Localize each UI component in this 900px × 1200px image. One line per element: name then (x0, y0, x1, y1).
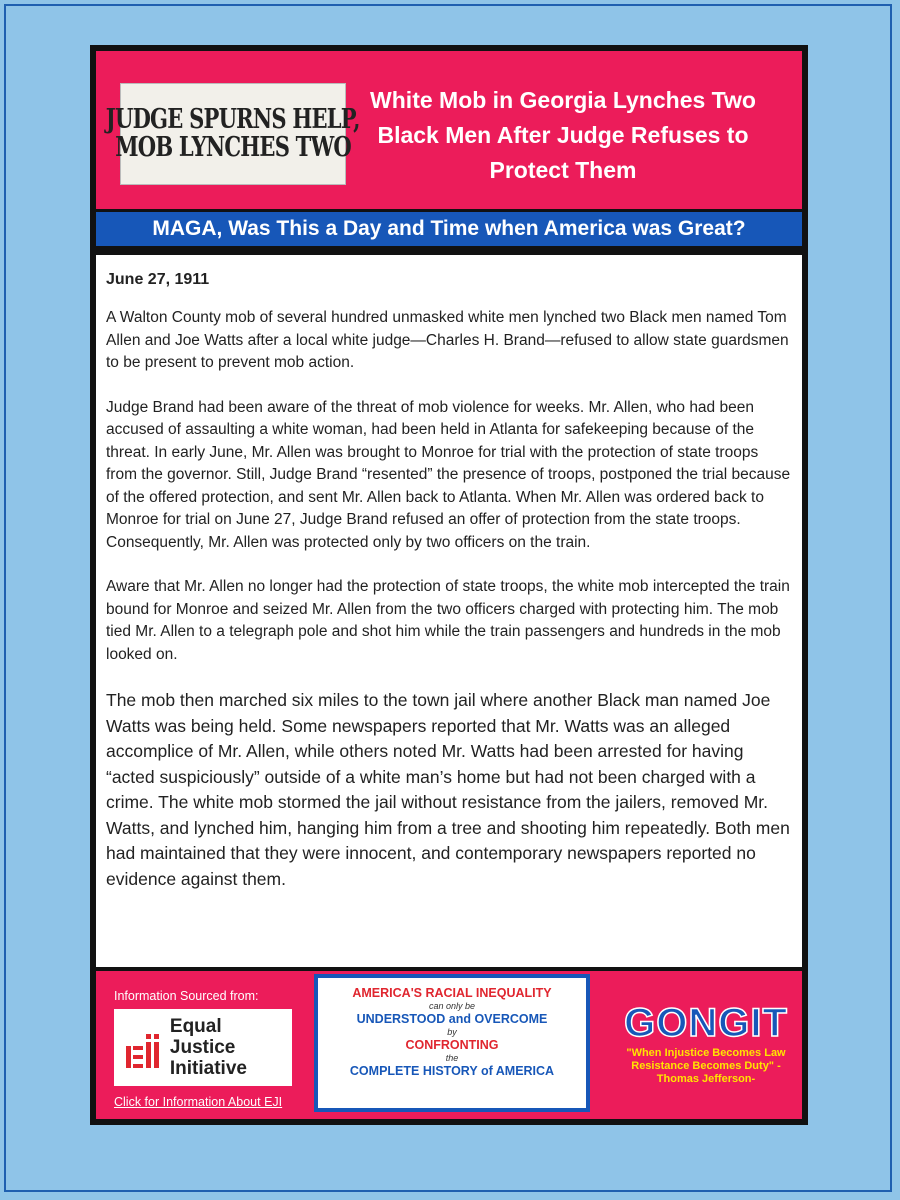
gongit-brand (622, 1003, 790, 1086)
history-message-box (314, 974, 590, 1112)
article-date: June 27, 1911 (106, 271, 210, 288)
paragraph-2: Judge Brand had been aware of the threat of mob violence for weeks. Mr. Allen, who had been accused of assaulting a white woman, had been held in Atlanta for safekeeping because of the threat. In early June, Mr. Allen was brought to Monroe for trial with the protection of state troops from the governor. Still, Judge Brand “resented” the presence of troops, postponed the trial because of the offered protection, and sent Mr. Allen back to Atlanta. When Mr. Allen was ordered back to Monroe for trial on June 27, Judge Brand refused an offer of protection from the state troops. Consequently, Mr. Allen was protected only by two officers on the train. (106, 398, 791, 551)
poster-frame (90, 45, 808, 1125)
mid-line-2: can only be (428, 1001, 476, 1011)
gongit-quote: "When Injustice Becomes Law Resistance Becomes Duty" - Thomas Jefferson- (626, 1047, 786, 1085)
headline: White Mob in Georgia Lynches Two Black Men After Judge Refuses to Protect Them (370, 87, 756, 183)
mid-line-6: the (445, 1053, 459, 1063)
mid-line-4: by (447, 1027, 457, 1037)
eji-name-line-1: Equal Justice (169, 1016, 236, 1058)
clipping-line-1: JUDGE SPURNS HELP, (106, 103, 360, 135)
subhead-banner: MAGA, Was This a Day and Time when America was Great? (96, 209, 802, 249)
paragraph-4: The mob then marched six miles to the town jail where another Black man named Joe Watts was being held. Some newspapers reported that Mr. Watts was an alleged accomplice of Mr. Allen, while others noted Mr. Watts had been arrested for having “acted suspiciously” outside of a white man’s home but had not been charged with a crime. The white mob stormed the jail without resistance from the jailers, removed Mr. Watts, and lynched him, hanging him from a tree and shooting him repeatedly. Both men had maintained that they were innocent, and contemporary newspapers reported no evidence against them. (106, 690, 790, 889)
eji-logo-icon (126, 1028, 160, 1068)
eji-info-link[interactable]: Click for Information About EJI (114, 1095, 283, 1109)
mid-line-3: UNDERSTOOD and OVERCOME (356, 1012, 548, 1026)
gongit-title: GONGIT (624, 1001, 788, 1045)
clipping-line-2: MOB LYNCHES TWO (115, 132, 351, 163)
mid-line-7: COMPLETE HISTORY of AMERICA (349, 1064, 555, 1078)
mid-line-5: CONFRONTING (405, 1038, 499, 1052)
paragraph-1: A Walton County mob of several hundred unmasked white men lynched two Black men named Tom Allen and Joe Watts after a local white judge—Charles H. Brand—refused to allow state guardsmen to be present to prevent mob action. (106, 309, 789, 371)
mid-line-1: AMERICA'S RACIAL INEQUALITY (352, 986, 552, 1000)
source-label: Information Sourced from: (114, 989, 259, 1003)
paragraph-3: Aware that Mr. Allen no longer had the protection of state troops, the white mob intercepted the train bound for Monroe and seized Mr. Allen from the two officers charged with protecting him. The mob tied Mr. Allen to a telegraph pole and shot him while the train passengers and hundreds in the mob looked on. (106, 578, 790, 663)
eji-name-line-2: Initiative (169, 1058, 247, 1079)
eji-logo-box[interactable] (114, 1009, 292, 1086)
newspaper-clipping (106, 83, 360, 185)
article-body (96, 255, 802, 967)
footer-banner (96, 971, 802, 1119)
